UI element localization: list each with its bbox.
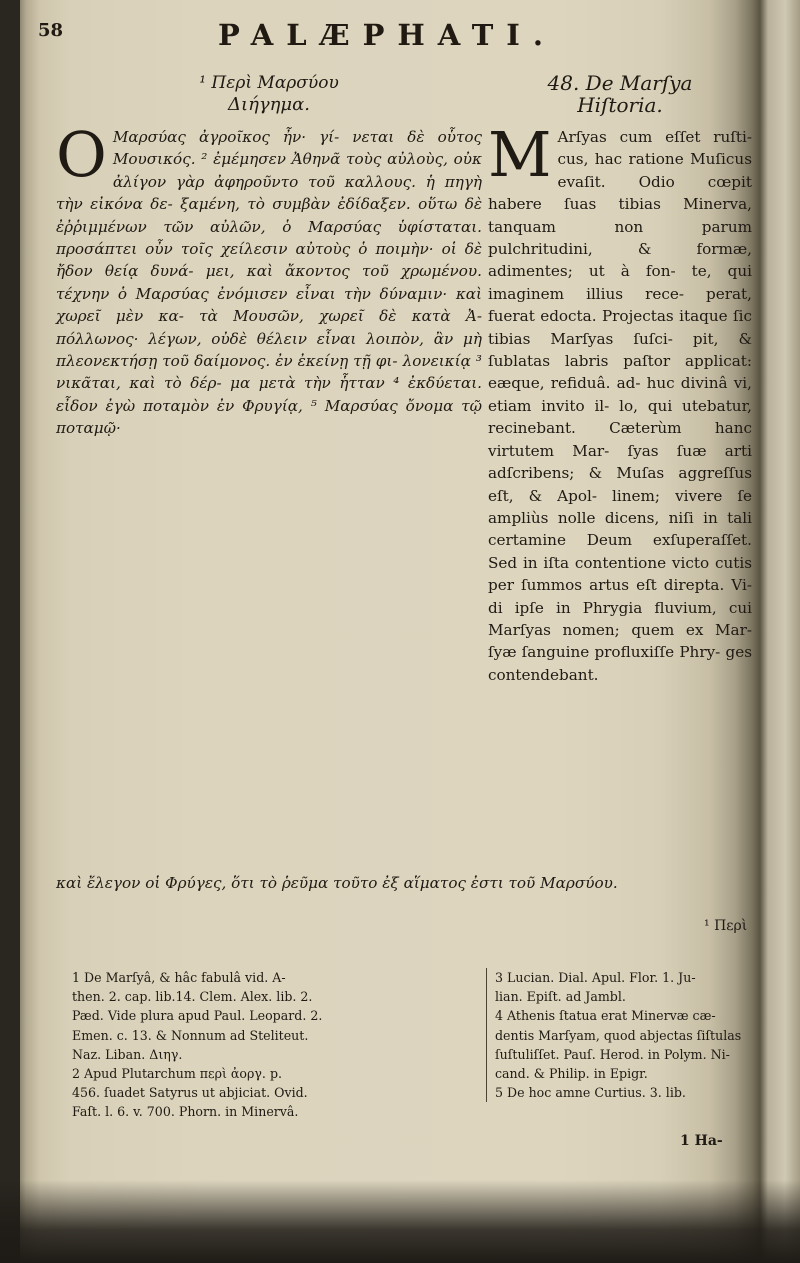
footnote-line: 5 De hoc amne Curtius. 3. lib.: [495, 1085, 686, 1101]
greek-subtitle: Διήγημα.: [228, 94, 310, 115]
latin-body-text: Arſyas cum eſſet ruſti- cus, hac ratione Muſicus evaſit. Odio cœpit habere ſuas tibias Minerva, tanquam non parum pulchritudini, & formæ, adimentes; ut à fon- te, qui imaginem illius rece- perat, fuerat edocta. Projectas itaque ſic tibias Marſyas ſuſci- pit, & ſublatas labris paſtor applicat: eæque, refiduâ. ad- huc divinâ vi, etiam invito il- lo, qui utebatur, recinebant. Cæterùm hanc virtutem Mar- ſyas ſuæ arti adſcribens; & Muſas aggreſſus eſt, & Apol- linem; vivere ſe ampliùs nolle dicens, niſi in tali certamine Deum exſuperaſſet. Sed in iſta contentione victo cutis per ſummos artus eſt direpta. Vi- di ipſe in Phrygia fluvium, cui Marſyas nomen; quem ex Mar- ſyæ ſanguine profluxiſſe Phry- ges contendebant.: [488, 128, 752, 684]
running-title: PALÆPHATI.: [218, 18, 556, 52]
footnote-line: lian. Epiſt. ad Jambl.: [495, 989, 626, 1005]
greek-body-text: Μαρσύας ἀγροῖκος ἦν· γί- νεται δὲ οὗτος Μουσικός. ² ἐμέμησεν Ἀθηνᾶ τοὺς αὐλοὺς, οὐκ ἀλίγον γὰρ ἀφηροῦντο τοῦ καλλους. ἡ πηγὴ τὴν εἰκόνα δε- ξαμένη, τὸ συμβὰν ἐδίδαξεν. οὕτω δὲ ἐῤῥιμμένων τῶν αὐλῶν, ὁ Μαρσύας ὑφίσταται. προσάπτει οὖν τοῖς χείλεσιν αὐτοὺς ὁ ποιμὴν· οἱ δὲ ἤδον θείᾳ δυνά- μει, καὶ ἄκοντος τοῦ χρωμένου. τέχνην ὁ Μαρσύας ἐνόμισεν εἶναι τὴν δύναμιν· καὶ χωρεῖ μὲν κα- τὰ Μουσῶν, χωρεῖ δὲ κατὰ Ἀ- πόλλωνος· λέγων, οὐδὲ θέλειν εἶναι λοιπὸν, ἂν μὴ πλεονεκτήσῃ τοῦ δαίμονος. ἐν ἐκείνῃ τῇ φι- λονεικίᾳ ³ νικᾶται, καὶ τὸ δέρ- μα μετὰ τὴν ἧτταν ⁴ ἐκδύεται. εἶδον ἐγὼ ποταμὸν ἐν Φρυγίᾳ, ⁵ Μαρσύας ὄνομα τῷ ποταμῷ·: [56, 128, 482, 438]
footnote-line: 1 De Marſyâ, & hâc fabulâ vid. A-: [72, 970, 286, 985]
latin-column: [488, 72, 752, 686]
greek-body: [56, 118, 482, 440]
latin-dropcap: M: [488, 118, 552, 191]
latin-title: 48. De Marſya: [547, 71, 693, 95]
catchword: ¹ Περὶ: [704, 918, 748, 934]
greek-dropcap: O: [56, 118, 107, 191]
footnote-line: dentis Marſyam, quod abjectas ſiſtulas: [495, 1027, 742, 1043]
footnote-line: 4 Athenis ſtatua erat Minervæ cæ-: [495, 1008, 716, 1024]
footnote-line: ſuſtuliſſet. Pauſ. Herod. in Polym. Ni-: [495, 1046, 730, 1062]
catchword-bottom: 1 Ha-: [680, 1133, 723, 1149]
footnotes-left: [72, 968, 468, 1122]
footnote-line: 456. ſuadet Satyrus ut abjiciat. Ovid.: [72, 1085, 308, 1101]
footnote-line: cand. & Philip. in Epigr.: [495, 1066, 648, 1082]
footnote-line: Naz. Liban. Διηγ.: [72, 1046, 183, 1062]
greek-tail-line: καὶ ἔλεγον οἱ Φρύγες, ὅτι τὸ ῥεῦμα τοῦτο ἐξ αἵματος ἐστι τοῦ Μαρσύου.: [56, 874, 618, 892]
footnote-line: Faſt. l. 6. v. 700. Phorn. in Minervâ.: [72, 1104, 299, 1120]
footnotes-right: [486, 968, 777, 1102]
page-number: 58: [38, 20, 64, 41]
book-spine-shadow: [0, 0, 20, 1263]
greek-column: [56, 72, 482, 440]
greek-title: ¹ Περὶ Μαρσύου: [199, 73, 339, 93]
footnote-line: Emen. c. 13. & Nonnum ad Steliteut.: [72, 1027, 309, 1043]
latin-subtitle: Hiſtoria.: [577, 93, 663, 117]
footnote-line: Pæd. Vide plura apud Paul. Leopard. 2.: [72, 1008, 323, 1024]
latin-body: [488, 118, 752, 686]
footnote-line: then. 2. cap. lib.14. Clem. Alex. lib. 2.: [72, 989, 313, 1005]
footnote-line: 2 Apud Plutarchum περὶ ἀοργ. p.: [72, 1066, 283, 1082]
footnote-line: 3 Lucian. Dial. Apul. Flor. 1. Ju-: [495, 970, 696, 985]
